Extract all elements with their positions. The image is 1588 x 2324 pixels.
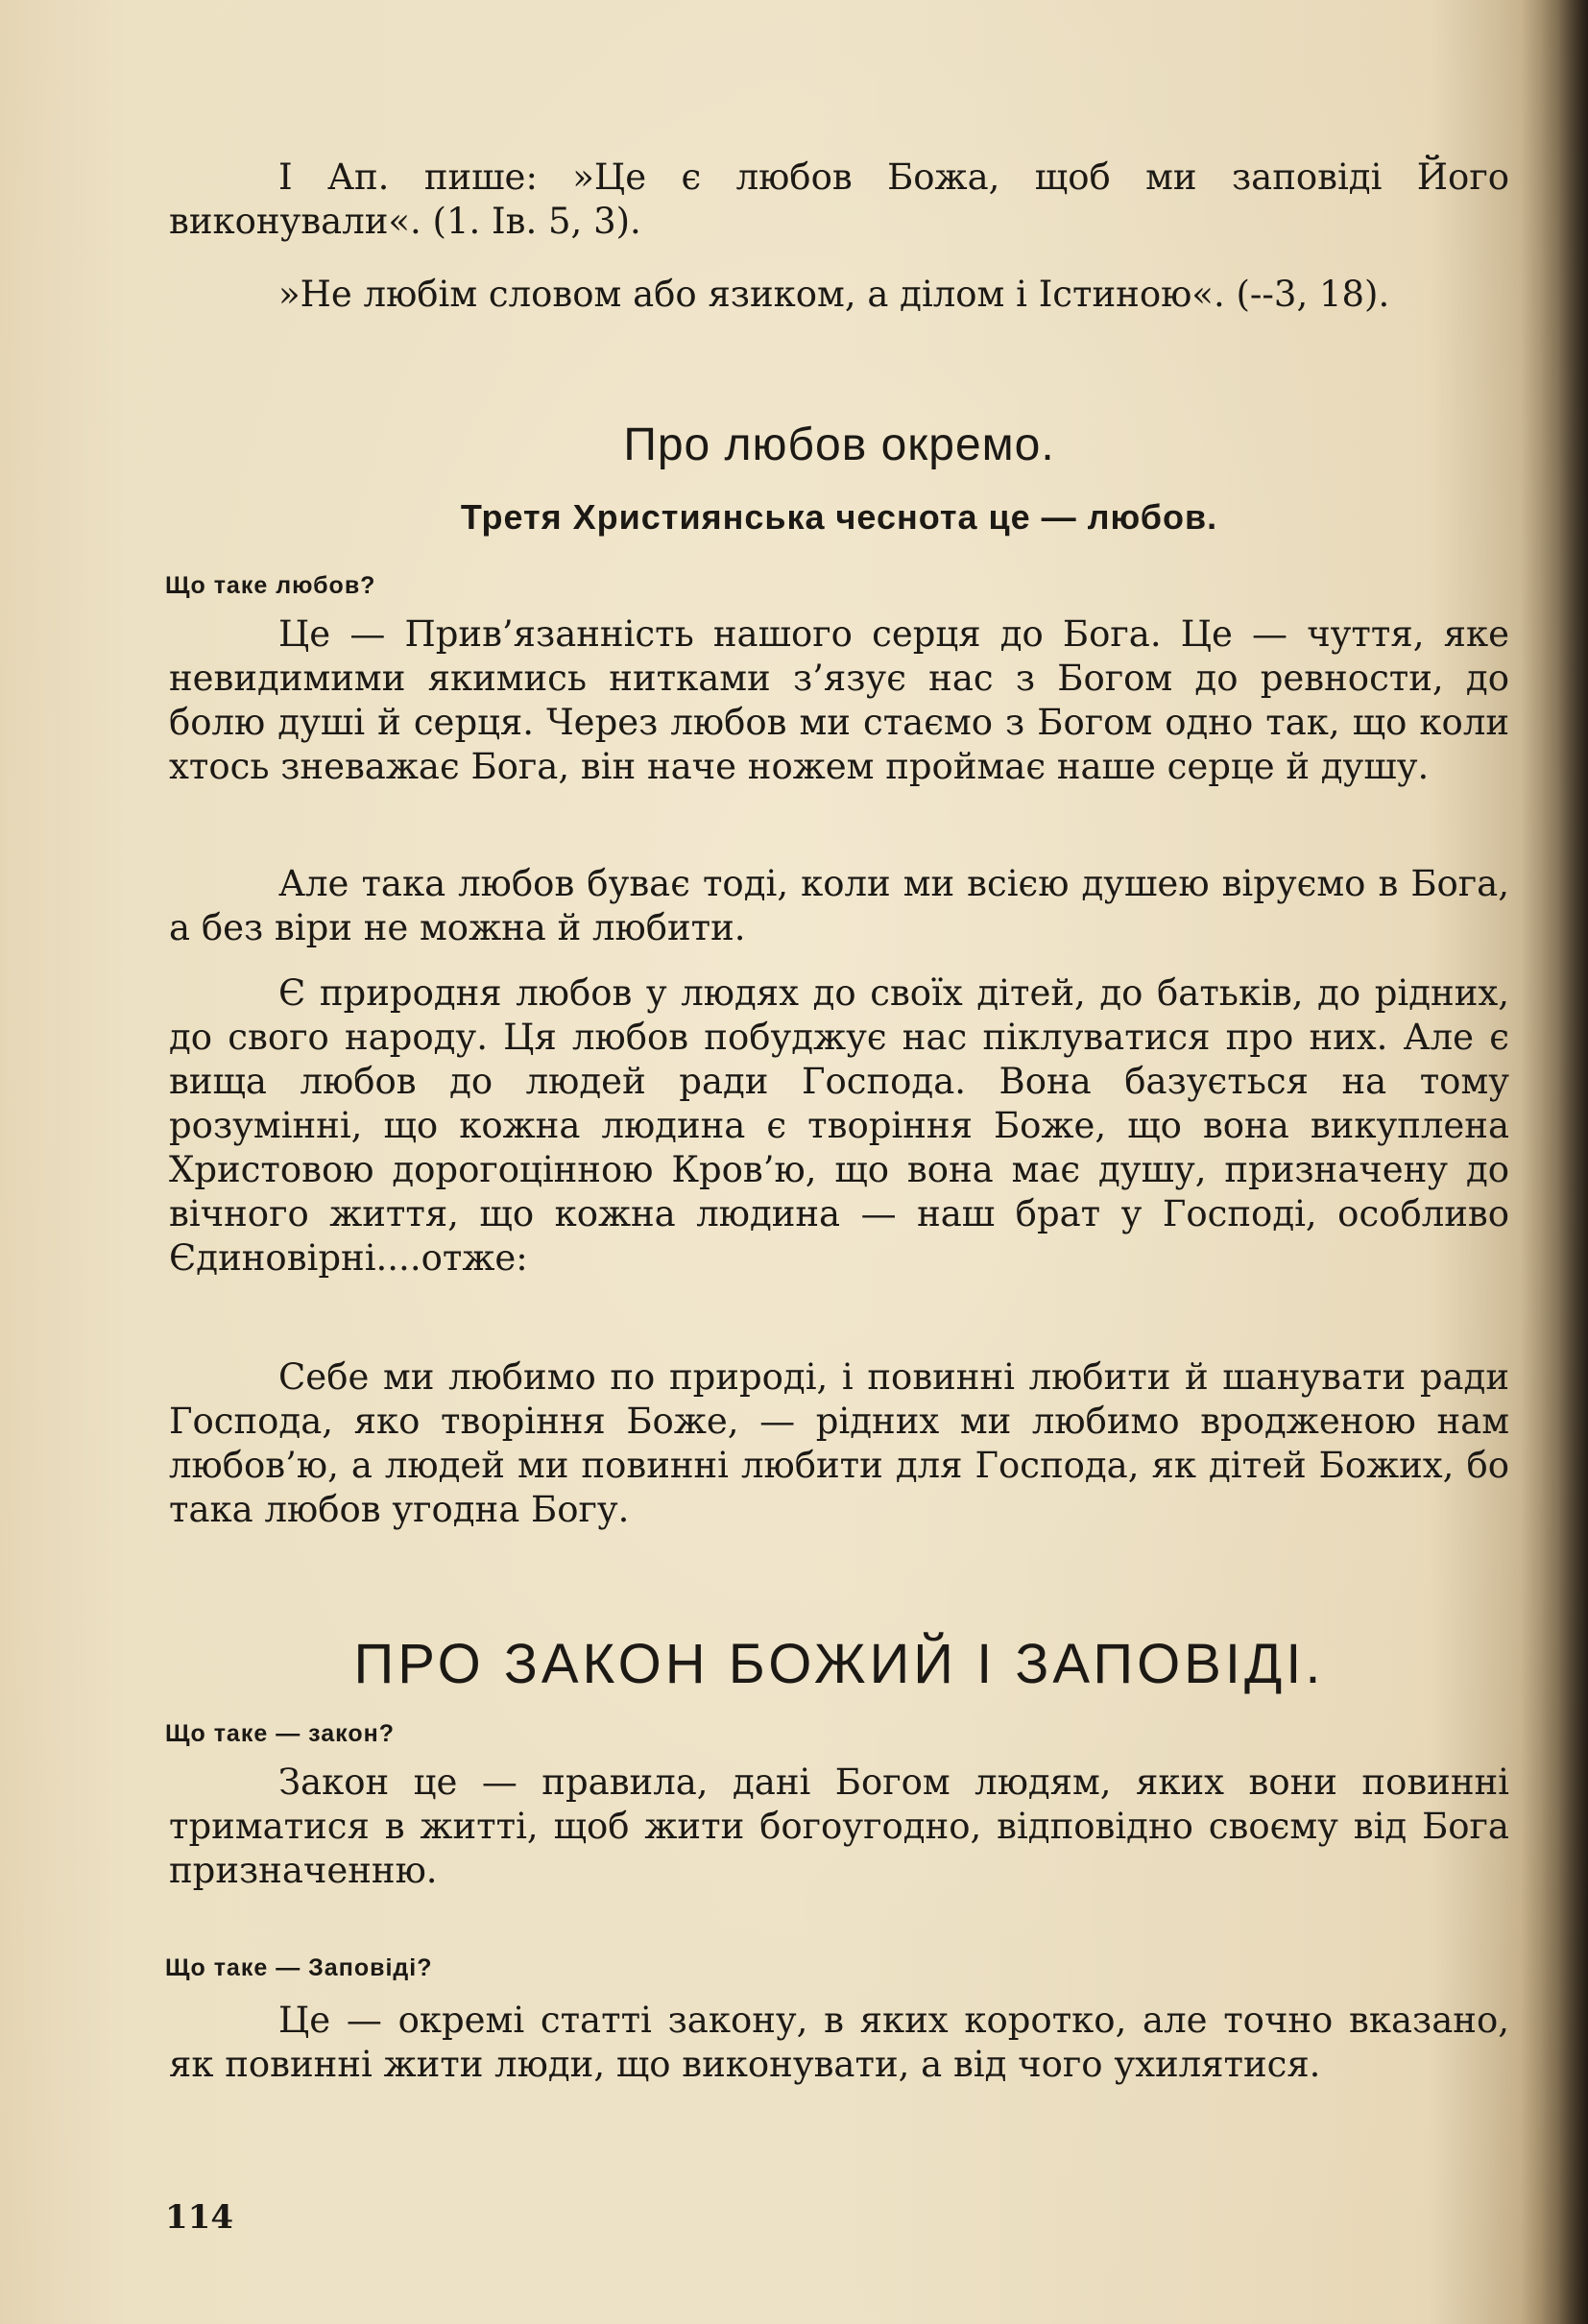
intro-quote-1: І Ап. пише: »Це є любов Божа, щоб ми заповіді Його виконували«. (1. Ів. 5, 3). — [169, 156, 1509, 242]
love-question: Що таке любов? — [165, 572, 376, 599]
intro-quote-2-block — [169, 273, 1509, 317]
law-answer-1: Закон це — правила, дані Богом людям, яких вони повинні триматися в житті, щоб жити богоугодно, відповідно своєму від Бога призначенню. — [169, 1761, 1509, 1891]
love-paragraph-1: Це — Прив’язанність нашого серця до Бога. Це — чуття, яке невидимими якимись нитками з’язує нас з Богом до ревности, до болю душі й серця. Через любов ми стаємо з Богом одно так, що коли хтось зневажає Бога, він наче ножем проймає наше серце й душу. — [169, 613, 1509, 787]
love-paragraph-4-block — [169, 1355, 1509, 1532]
law-section-title: ПРО ЗАКОН БОЖИЙ І ЗАПОВІДІ. — [353, 1633, 1325, 1695]
love-paragraph-3-block — [169, 971, 1509, 1281]
intro-quote-2: »Не любім словом або язиком, а ділом і Істиною«. (--3, 18). — [278, 274, 1390, 315]
love-section-subtitle: Третя Християнська чеснота це — любов. — [460, 497, 1218, 537]
page-edge-shadow — [1521, 0, 1588, 2324]
love-paragraph-3: Є природня любов у людях до своїх дітей, до батьків, до рідних, до свого народу. Ця любов побуджує нас піклуватися про них. Але є вища любов до людей ради Господа. Вона базується на тому розумінні, що кожна людина є творіння Боже, що вона викуплена Христовою дорогоцінною Кров’ю, що вона має душу, призначену до вічного життя, що кожна людина — наш брат у Господі, особливо Єдиновірні....отже: — [169, 972, 1509, 1279]
law-answer-2: Це — окремі статті закону, в яких коротко, але точно вказано, як повинні жити люди, що виконувати, а від чого ухилятися. — [169, 2000, 1509, 2085]
law-question-2: Що таке — Заповіді? — [165, 1954, 433, 1981]
page-number: 114 — [165, 2198, 233, 2237]
intro-quote-1-block — [169, 156, 1509, 244]
law-answer-1-block — [169, 1761, 1509, 1893]
law-question-1: Що таке — закон? — [165, 1720, 395, 1747]
love-paragraph-1-block — [169, 612, 1509, 789]
love-section-title: Про любов окремо. — [623, 419, 1055, 470]
love-paragraph-2-block — [169, 862, 1509, 950]
law-answer-2-block — [169, 1999, 1509, 2087]
love-paragraph-2: Але така любов буває тоді, коли ми всією душею віруємо в Бога, а без віри не можна й любити. — [169, 863, 1509, 948]
love-paragraph-4: Себе ми любимо по природі, і повинні любити й шанувати ради Господа, яко творіння Боже, — рідних ми любимо вродженою нам любов’ю, а людей ми повинні любити для Господа, як дітей Божих, бо така любов угодна Богу. — [169, 1356, 1509, 1530]
